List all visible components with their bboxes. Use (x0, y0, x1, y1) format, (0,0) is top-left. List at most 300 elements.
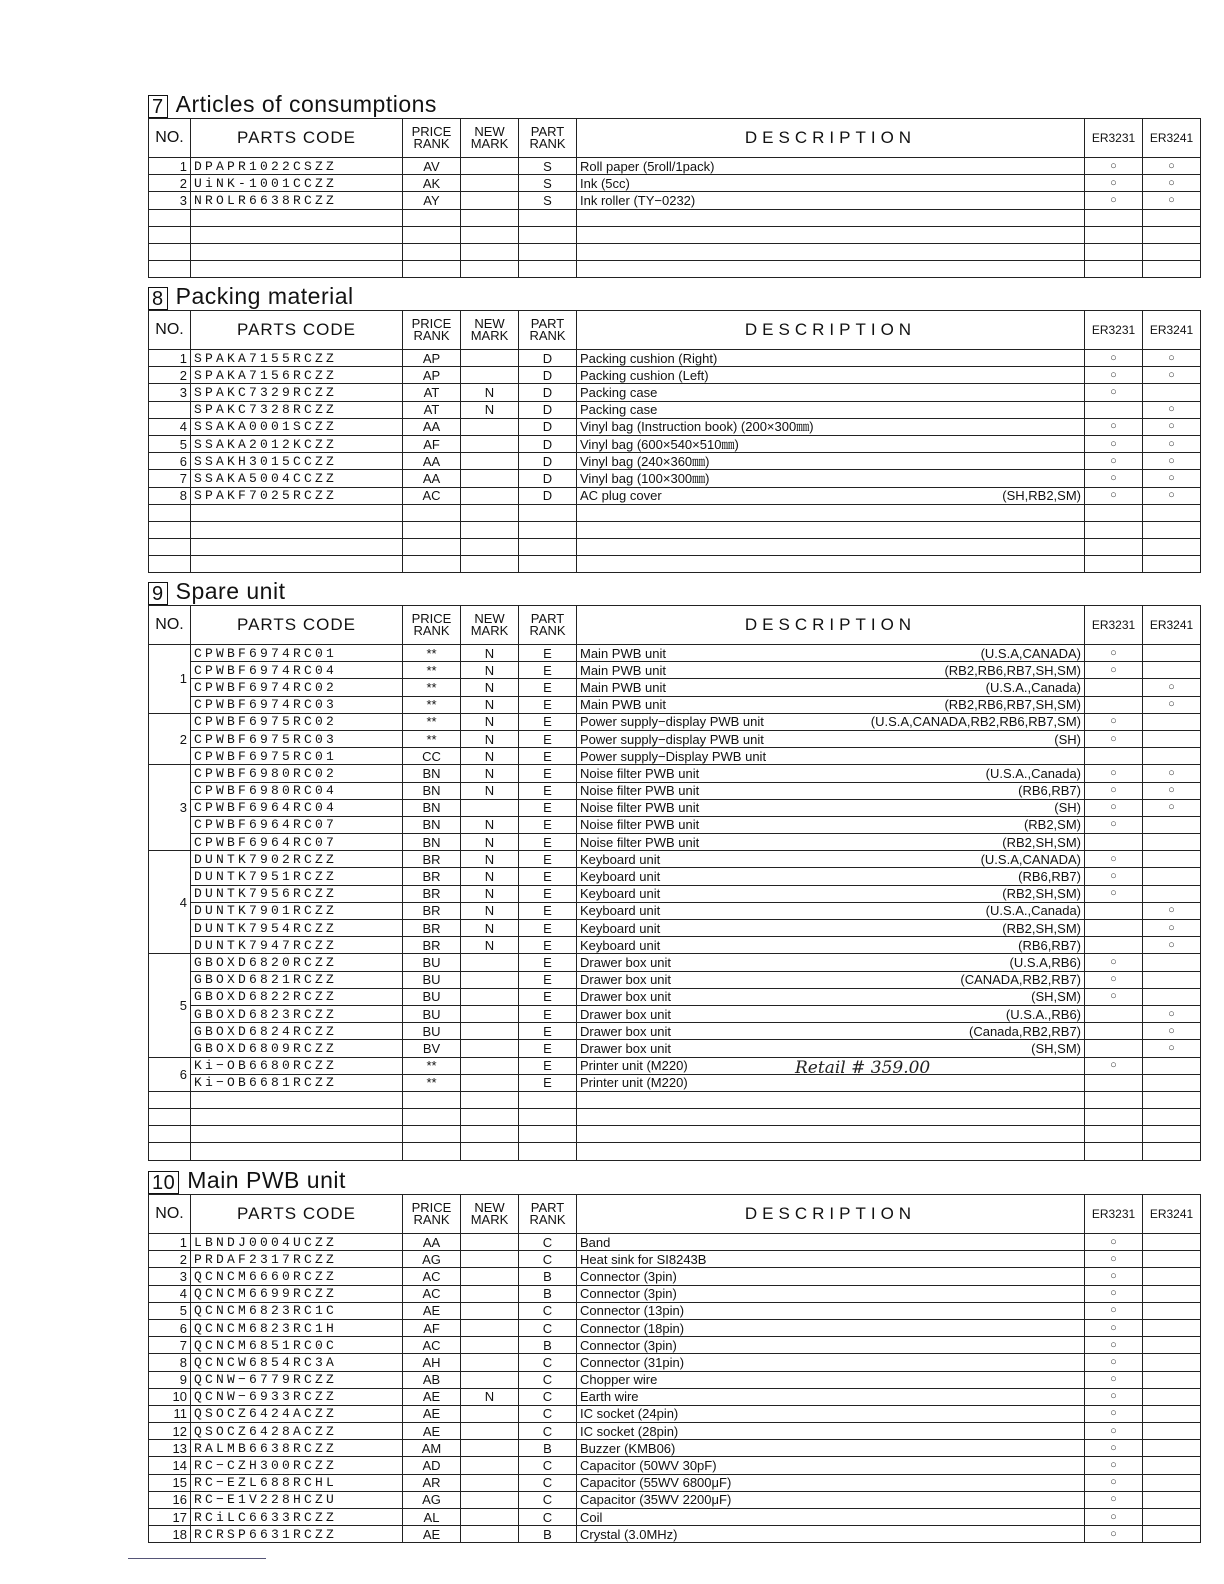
er3241-mark (1143, 1491, 1201, 1508)
description-cell (577, 1337, 1085, 1354)
header-price-rank: PRICE RANK (403, 119, 461, 158)
price-rank: CC (403, 748, 461, 765)
item-number: 4 (149, 1285, 191, 1302)
er3231-mark: ○ (1085, 851, 1143, 868)
section-main-pwb-unit (148, 1166, 1200, 1543)
empty-cell (1085, 1126, 1143, 1143)
er3241-mark: ○ (1143, 192, 1201, 209)
empty-row (149, 243, 1201, 260)
table-row (149, 418, 1201, 435)
table-row (149, 1491, 1201, 1508)
empty-cell (519, 209, 577, 226)
empty-row (149, 209, 1201, 226)
item-number: 15 (149, 1474, 191, 1491)
price-rank: AA (403, 1234, 461, 1251)
empty-cell (403, 539, 461, 556)
table-row (149, 1526, 1201, 1543)
region-note: (U.S.A.,Canada) (985, 765, 1081, 781)
region-note: (U.S.A.,Canada) (985, 679, 1081, 695)
section-number: 7 (148, 95, 168, 118)
table-row (149, 851, 1201, 868)
item-number (149, 401, 191, 418)
parts-code: DPAPR1022CSZZ (191, 158, 403, 175)
description-text: Band (580, 1234, 611, 1250)
region-note: (RB2,SH,SM) (1002, 886, 1081, 902)
new-mark (461, 1319, 519, 1336)
parts-code: RC−CZH300RCZZ (191, 1457, 403, 1474)
empty-cell (1143, 1126, 1201, 1143)
empty-cell (1085, 209, 1143, 226)
description-cell (577, 834, 1085, 851)
er3241-mark: ○ (1143, 435, 1201, 452)
er3231-mark: ○ (1085, 971, 1143, 988)
parts-code: SPAKC7328RCZZ (191, 401, 403, 418)
er3241-mark (1143, 988, 1201, 1005)
empty-cell (149, 1091, 191, 1108)
parts-code: GBOXD6823RCZZ (191, 1005, 403, 1022)
empty-cell (577, 521, 1085, 538)
empty-cell (1085, 521, 1143, 538)
empty-cell (1143, 261, 1201, 278)
er3241-mark (1143, 384, 1201, 401)
description-text: Connector (3pin) (580, 1268, 677, 1284)
table-row (149, 367, 1201, 384)
part-rank: E (519, 1057, 577, 1074)
new-mark: N (461, 816, 519, 833)
part-rank: E (519, 834, 577, 851)
description-text: Keyboard unit (580, 886, 661, 902)
empty-cell (1143, 1109, 1201, 1126)
new-mark: N (461, 851, 519, 868)
empty-row (149, 1126, 1201, 1143)
empty-cell (577, 504, 1085, 521)
part-rank: D (519, 418, 577, 435)
description-cell (577, 1405, 1085, 1422)
header-new-mark: NEW MARK (461, 311, 519, 350)
header-no: NO. (149, 606, 191, 645)
footer-rule (128, 1558, 266, 1559)
empty-cell (191, 209, 403, 226)
header-new-mark: NEW MARK (461, 1195, 519, 1234)
description-cell (577, 1457, 1085, 1474)
parts-code: RCRSP6631RCZZ (191, 1526, 403, 1543)
description-text: Power supply−Display PWB unit (580, 748, 767, 764)
empty-cell (1143, 1091, 1201, 1108)
part-rank: E (519, 937, 577, 954)
new-mark (461, 418, 519, 435)
description-cell (577, 401, 1085, 418)
table-row (149, 1268, 1201, 1285)
empty-cell (519, 1091, 577, 1108)
description-text: Connector (3pin) (580, 1286, 677, 1302)
er3231-mark: ○ (1085, 175, 1143, 192)
item-number: 1 (149, 350, 191, 367)
price-rank: BN (403, 816, 461, 833)
description-text: Packing cushion (Left) (580, 367, 709, 383)
price-rank: BR (403, 851, 461, 868)
price-rank: AA (403, 453, 461, 470)
description-text: Capacitor (35WV 2200μF) (580, 1492, 732, 1508)
part-rank: E (519, 885, 577, 902)
er3241-mark: ○ (1143, 367, 1201, 384)
description-cell (577, 696, 1085, 713)
er3231-mark: ○ (1085, 1319, 1143, 1336)
part-rank: C (519, 1354, 577, 1371)
empty-cell (519, 539, 577, 556)
new-mark (461, 988, 519, 1005)
er3241-mark (1143, 885, 1201, 902)
description-cell (577, 1040, 1085, 1057)
description-cell (577, 730, 1085, 747)
price-rank: AM (403, 1440, 461, 1457)
er3241-mark: ○ (1143, 902, 1201, 919)
part-rank: C (519, 1474, 577, 1491)
description-text: Ink (5cc) (580, 175, 630, 191)
table-row (149, 401, 1201, 418)
description-cell (577, 679, 1085, 696)
empty-cell (191, 261, 403, 278)
part-rank: E (519, 799, 577, 816)
parts-code: QCNW−6779RCZZ (191, 1371, 403, 1388)
part-rank: D (519, 470, 577, 487)
price-rank: AF (403, 1319, 461, 1336)
er3231-mark (1085, 1023, 1143, 1040)
item-number: 5 (149, 954, 191, 1057)
header-no: NO. (149, 1195, 191, 1234)
er3241-mark: ○ (1143, 1005, 1201, 1022)
price-rank: AT (403, 401, 461, 418)
er3241-mark (1143, 851, 1201, 868)
part-rank: B (519, 1285, 577, 1302)
table-row (149, 645, 1201, 662)
part-rank: E (519, 748, 577, 765)
er3231-mark: ○ (1085, 645, 1143, 662)
er3241-mark (1143, 868, 1201, 885)
header-parts-code: PARTS CODE (191, 1195, 403, 1234)
header-part-rank: PART RANK (519, 606, 577, 645)
empty-cell (191, 226, 403, 243)
table-row (149, 1388, 1201, 1405)
empty-cell (1085, 539, 1143, 556)
parts-code: QSOCZ6428ACZZ (191, 1423, 403, 1440)
new-mark: N (461, 401, 519, 418)
description-cell (577, 487, 1085, 504)
er3231-mark: ○ (1085, 487, 1143, 504)
description-text: Power supply−display PWB unit (580, 714, 764, 730)
parts-code: CPWBF6974RC02 (191, 679, 403, 696)
empty-cell (149, 243, 191, 260)
empty-row (149, 539, 1201, 556)
er3241-mark (1143, 1457, 1201, 1474)
er3231-mark: ○ (1085, 868, 1143, 885)
table-row (149, 885, 1201, 902)
section-articles-of-consumptions (148, 90, 1200, 278)
region-note: (SH,SM) (1031, 989, 1081, 1005)
er3231-mark (1085, 834, 1143, 851)
empty-cell (1143, 209, 1201, 226)
er3231-mark (1085, 902, 1143, 919)
description-cell (577, 920, 1085, 937)
empty-row (149, 504, 1201, 521)
parts-code: RALMB6638RCZZ (191, 1440, 403, 1457)
header-description: DESCRIPTION (577, 606, 1085, 645)
parts-code: CPWBF6974RC01 (191, 645, 403, 662)
er3241-mark: ○ (1143, 920, 1201, 937)
parts-code: DUNTK7954RCZZ (191, 920, 403, 937)
new-mark: N (461, 868, 519, 885)
price-rank: AB (403, 1371, 461, 1388)
empty-cell (577, 1126, 1085, 1143)
table-row (149, 868, 1201, 885)
description-text: Keyboard unit (580, 903, 661, 919)
parts-code: GBOXD6820RCZZ (191, 954, 403, 971)
section-spare-unit (148, 577, 1200, 1161)
part-rank: C (519, 1405, 577, 1422)
empty-cell (461, 1091, 519, 1108)
er3231-mark: ○ (1085, 1268, 1143, 1285)
description-cell (577, 988, 1085, 1005)
er3231-mark (1085, 696, 1143, 713)
empty-cell (149, 1143, 191, 1160)
new-mark: N (461, 645, 519, 662)
price-rank: BN (403, 782, 461, 799)
er3241-mark (1143, 816, 1201, 833)
description-text: Vinyl bag (Instruction book) (200×300㎜) (580, 419, 814, 435)
parts-code: GBOXD6821RCZZ (191, 971, 403, 988)
price-rank: ** (403, 1074, 461, 1091)
part-rank: D (519, 401, 577, 418)
header-price-rank: PRICE RANK (403, 606, 461, 645)
description-cell (577, 662, 1085, 679)
er3231-mark: ○ (1085, 1285, 1143, 1302)
parts-code: DUNTK7947RCZZ (191, 937, 403, 954)
price-rank: AC (403, 1337, 461, 1354)
parts-table (148, 605, 1201, 1161)
price-rank: AP (403, 350, 461, 367)
parts-code: PRDAF2317RCZZ (191, 1251, 403, 1268)
part-rank: S (519, 158, 577, 175)
item-number: 1 (149, 645, 191, 714)
item-number: 7 (149, 1337, 191, 1354)
er3231-mark: ○ (1085, 1388, 1143, 1405)
new-mark (461, 1005, 519, 1022)
er3241-mark: ○ (1143, 937, 1201, 954)
parts-code: CPWBF6975RC01 (191, 748, 403, 765)
new-mark: N (461, 730, 519, 747)
section-title (148, 577, 1200, 605)
part-rank: B (519, 1526, 577, 1543)
description-text: Main PWB unit (580, 645, 666, 661)
description-cell (577, 1491, 1085, 1508)
part-rank: C (519, 1491, 577, 1508)
empty-cell (1085, 261, 1143, 278)
new-mark (461, 1285, 519, 1302)
price-rank: BV (403, 1040, 461, 1057)
empty-cell (149, 539, 191, 556)
description-text: Drawer box unit (580, 1023, 672, 1039)
parts-code: SSAKH3015CCZZ (191, 453, 403, 470)
er3241-mark (1143, 1371, 1201, 1388)
parts-table (148, 310, 1201, 573)
table-row (149, 487, 1201, 504)
er3231-mark: ○ (1085, 435, 1143, 452)
empty-cell (1143, 226, 1201, 243)
parts-code: Ki−OB6681RCZZ (191, 1074, 403, 1091)
region-note: (SH,SM) (1031, 1040, 1081, 1056)
description-cell (577, 1234, 1085, 1251)
description-text: Roll paper (5roll/1pack) (580, 158, 715, 174)
empty-cell (191, 504, 403, 521)
table-row (149, 988, 1201, 1005)
empty-cell (461, 209, 519, 226)
part-rank: E (519, 816, 577, 833)
part-rank: B (519, 1337, 577, 1354)
parts-code: CPWBF6975RC03 (191, 730, 403, 747)
description-text: Keyboard unit (580, 920, 661, 936)
empty-row (149, 261, 1201, 278)
empty-row (149, 1109, 1201, 1126)
description-cell (577, 1285, 1085, 1302)
price-rank: ** (403, 730, 461, 747)
empty-cell (519, 1109, 577, 1126)
empty-cell (191, 556, 403, 573)
price-rank: BR (403, 902, 461, 919)
empty-cell (403, 209, 461, 226)
price-rank: AD (403, 1457, 461, 1474)
parts-code: GBOXD6824RCZZ (191, 1023, 403, 1040)
description-cell (577, 470, 1085, 487)
section-number: 10 (148, 1171, 179, 1194)
parts-code: CPWBF6964RC07 (191, 816, 403, 833)
new-mark (461, 1423, 519, 1440)
new-mark: N (461, 834, 519, 851)
table-header-row (149, 606, 1201, 645)
new-mark (461, 175, 519, 192)
table-row (149, 1023, 1201, 1040)
er3231-mark: ○ (1085, 1371, 1143, 1388)
empty-cell (149, 1109, 191, 1126)
empty-cell (403, 1143, 461, 1160)
er3241-mark: ○ (1143, 487, 1201, 504)
table-row (149, 1057, 1201, 1074)
er3231-mark: ○ (1085, 1057, 1143, 1074)
er3231-mark: ○ (1085, 1474, 1143, 1491)
description-cell (577, 799, 1085, 816)
description-text: AC plug cover (580, 488, 662, 504)
parts-code: DUNTK7901RCZZ (191, 902, 403, 919)
er3241-mark (1143, 1474, 1201, 1491)
new-mark (461, 954, 519, 971)
price-rank: BU (403, 971, 461, 988)
table-row (149, 1040, 1201, 1057)
parts-code: SSAKA2012KCZZ (191, 435, 403, 452)
er3231-mark: ○ (1085, 158, 1143, 175)
er3231-mark: ○ (1085, 1440, 1143, 1457)
item-number: 1 (149, 158, 191, 175)
empty-cell (191, 521, 403, 538)
section-title-text: Main PWB unit (187, 1167, 346, 1193)
empty-cell (403, 1091, 461, 1108)
description-text: Noise filter PWB unit (580, 834, 700, 850)
item-number: 8 (149, 1354, 191, 1371)
empty-cell (519, 1126, 577, 1143)
description-text: Vinyl bag (600×540×510㎜) (580, 436, 739, 452)
part-rank: C (519, 1302, 577, 1319)
new-mark (461, 367, 519, 384)
new-mark (461, 1509, 519, 1526)
price-rank: ** (403, 645, 461, 662)
price-rank: AE (403, 1405, 461, 1422)
part-rank: E (519, 679, 577, 696)
part-rank: B (519, 1268, 577, 1285)
er3241-mark: ○ (1143, 782, 1201, 799)
description-text: Vinyl bag (100×300㎜) (580, 470, 710, 486)
empty-cell (191, 1109, 403, 1126)
price-rank: AG (403, 1251, 461, 1268)
er3231-mark: ○ (1085, 384, 1143, 401)
empty-cell (519, 243, 577, 260)
table-row (149, 470, 1201, 487)
price-rank: ** (403, 1057, 461, 1074)
new-mark (461, 799, 519, 816)
price-rank: ** (403, 662, 461, 679)
table-row (149, 158, 1201, 175)
er3241-mark (1143, 1526, 1201, 1543)
section-title (148, 282, 1200, 310)
price-rank: AF (403, 435, 461, 452)
section-number: 9 (148, 582, 168, 605)
part-rank: C (519, 1251, 577, 1268)
table-header-row (149, 1195, 1201, 1234)
region-note: (U.S.A,CANADA,RB2,RB6,RB7,SM) (870, 714, 1081, 730)
header-price-rank: PRICE RANK (403, 1195, 461, 1234)
region-note: (SH) (1054, 800, 1081, 816)
new-mark (461, 1474, 519, 1491)
section-number: 8 (148, 287, 168, 310)
price-rank: AG (403, 1491, 461, 1508)
part-rank: C (519, 1234, 577, 1251)
empty-cell (1085, 226, 1143, 243)
empty-cell (191, 539, 403, 556)
description-cell (577, 1388, 1085, 1405)
region-note: (U.S.A,CANADA) (980, 645, 1081, 661)
price-rank: BN (403, 834, 461, 851)
er3231-mark: ○ (1085, 453, 1143, 470)
description-text: Capacitor (55WV 6800μF) (580, 1475, 732, 1491)
part-rank: E (519, 782, 577, 799)
parts-code: SSAKA5004CCZZ (191, 470, 403, 487)
part-rank: D (519, 453, 577, 470)
empty-cell (1143, 243, 1201, 260)
table-row (149, 1285, 1201, 1302)
er3231-mark (1085, 401, 1143, 418)
new-mark: N (461, 384, 519, 401)
item-number: 3 (149, 384, 191, 401)
table-row (149, 1457, 1201, 1474)
er3231-mark: ○ (1085, 1302, 1143, 1319)
empty-cell (461, 226, 519, 243)
new-mark (461, 1074, 519, 1091)
new-mark (461, 1526, 519, 1543)
price-rank: BU (403, 988, 461, 1005)
er3231-mark: ○ (1085, 816, 1143, 833)
description-cell (577, 1268, 1085, 1285)
er3231-mark: ○ (1085, 418, 1143, 435)
empty-cell (149, 1126, 191, 1143)
parts-code: SPAKA7155RCZZ (191, 350, 403, 367)
price-rank: ** (403, 713, 461, 730)
part-rank: E (519, 920, 577, 937)
